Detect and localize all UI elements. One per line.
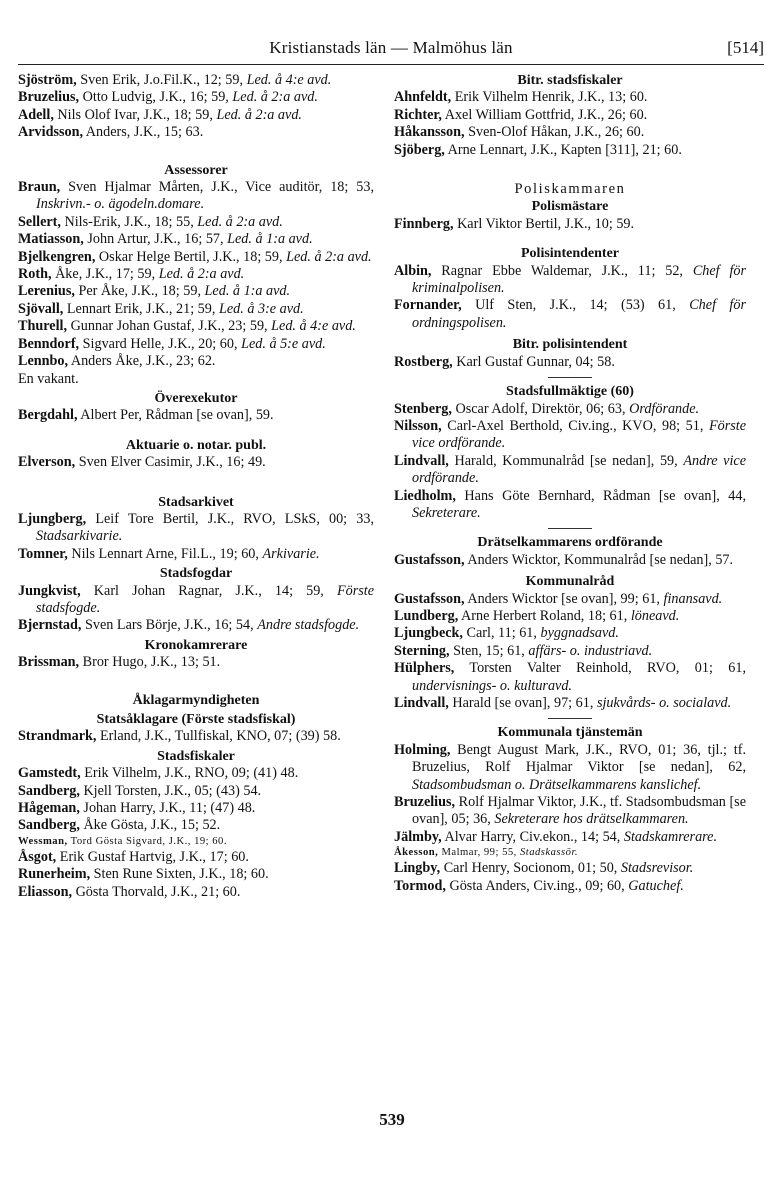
entry-name: Holming, — [394, 741, 451, 758]
section-heading: Åklagarmyndigheten — [132, 692, 260, 708]
entry-name: Sandberg, — [18, 782, 80, 799]
entry-name: Lindvall, — [394, 695, 449, 711]
directory-entry — [18, 817, 374, 834]
entry-details: Johan Harry, J.K., 11; (47) 48. — [79, 800, 256, 817]
entry-role: affärs- o. industriavd. — [528, 642, 653, 659]
directory-entry — [18, 407, 374, 424]
page-number: 539 — [379, 1110, 405, 1129]
entry-details: Carl-Axel Berthold, Civ.ing., KVO, 98; 51, — [441, 417, 709, 434]
section-divider — [548, 377, 592, 378]
directory-entry — [394, 488, 746, 523]
entry-details: Sten, 15; 61, — [449, 642, 529, 659]
directory-entry — [394, 846, 746, 860]
entry-details: Åke, J.K., 17; 59, — [51, 266, 159, 283]
entry-name: Gustafsson, — [394, 551, 465, 568]
entry-details: Anders, J.K., 15; 63. — [83, 124, 204, 141]
section-heading: Kronokamrerare — [144, 637, 248, 653]
entry-name: Albin, — [394, 262, 432, 279]
entry-role: Stadskamrerare. — [623, 828, 718, 845]
directory-entry — [18, 107, 374, 124]
entry-details: Erik Vilhelm Henrik, J.K., 13; 60. — [451, 89, 648, 106]
directory-entry — [394, 829, 746, 846]
entry-details: Sven Lars Börje, J.K., 16; 54, — [81, 617, 258, 634]
directory-entry — [18, 783, 374, 800]
entry-details: Erik Vilhelm, J.K., RNO, 09; (41) 48. — [80, 765, 299, 782]
entry-name: Finnberg, — [394, 215, 454, 232]
entry-details: Anders Wicktor [se ovan], 99; 61, — [464, 590, 664, 607]
entry-details: Carl Henry, Socionom, 01; 50, — [440, 860, 621, 877]
entry-details: Nils Olof Ivar, J.K., 18; 59, — [53, 106, 217, 123]
entry-name: Lingby, — [394, 860, 441, 877]
entry-role: Arkivarie. — [262, 545, 320, 562]
entry-details: Bror Hugo, J.K., 13; 51. — [79, 654, 221, 671]
directory-entry — [18, 89, 374, 106]
entry-details: Nils Lennart Arne, Fil.L., 19; 60, — [67, 545, 263, 562]
directory-entry — [18, 800, 374, 817]
entry-name: Sjöström, — [18, 72, 77, 88]
entry-name: Benndorf, — [18, 335, 80, 352]
entry-role: Sekreterare. — [412, 504, 481, 521]
directory-entry — [394, 660, 746, 695]
entry-name: Runerheim, — [18, 866, 91, 883]
entry-role: Led. å 5:e avd. — [241, 335, 326, 352]
entry-details: Sven Erik, J.o.Fil.K., 12; 59, — [76, 72, 247, 88]
entry-name: Sjövall, — [18, 300, 64, 317]
section-heading: Överexekutor — [154, 390, 238, 406]
entry-details: Hans Göte Bernhard, Rådman [se ovan], 44, — [455, 487, 746, 504]
entry-name: Lerenius, — [18, 283, 75, 300]
directory-entry — [394, 742, 746, 794]
directory-entry — [18, 318, 374, 335]
entry-details: Karl Johan Ragnar, J.K., 14; 59, — [80, 582, 337, 599]
entry-role: Förste stadsfogde. — [36, 582, 374, 616]
entry-name: Tomner, — [18, 545, 68, 562]
entry-name: Liedholm, — [394, 487, 456, 504]
entry-name: Bruzelius, — [394, 794, 456, 811]
entry-role: Led. å 4:e avd. — [271, 318, 356, 335]
entry-name: Bruzelius, — [18, 89, 80, 106]
directory-entry — [18, 765, 374, 782]
section-heading: Bitr. polisintendent — [512, 337, 628, 353]
entry-details: Torsten Valter Reinhold, RVO, 01; 61, — [454, 660, 746, 677]
entry-name: Thurell, — [18, 318, 68, 335]
entry-name: Sjöberg, — [394, 141, 445, 158]
section-heading: Polisintendenter — [521, 246, 619, 262]
entry-role: löneavd. — [630, 607, 680, 624]
entry-role: Förste vice ordförande. — [412, 417, 746, 452]
directory-entry — [18, 728, 374, 745]
entry-role: Led. å 4:e avd. — [246, 72, 332, 88]
directory-entry — [18, 231, 374, 248]
directory-entry — [18, 179, 374, 214]
directory-entry — [394, 124, 746, 141]
entry-details: Gunnar Johan Gustaf, J.K., 23; 59, — [67, 318, 272, 335]
section-heading: Kommunalråd — [525, 574, 615, 590]
entry-name: Lindvall, — [394, 452, 449, 469]
entry-details: Sigvard Helle, J.K., 20; 60, — [79, 335, 242, 352]
entry-name: Sterning, — [394, 642, 450, 659]
directory-entry — [394, 107, 746, 124]
entry-details: Lennart Erik, J.K., 21; 59, — [63, 300, 219, 317]
section-heading: Drätselkammarens ordförande — [477, 535, 663, 551]
entry-name: Åsgot, — [18, 848, 57, 865]
entry-details: Åke Gösta, J.K., 15; 52. — [79, 817, 221, 834]
entry-name: Gustafsson, — [394, 590, 465, 607]
directory-entry — [394, 89, 746, 106]
entry-name: Stenberg, — [394, 400, 452, 417]
entry-name: Roth, — [18, 266, 52, 283]
directory-entry — [18, 866, 374, 883]
entry-role: Stadskassör. — [519, 847, 579, 859]
entry-details: Ulf Sten, J.K., 14; (53) 61, — [461, 297, 690, 314]
directory-entry — [394, 297, 746, 332]
entry-details: Bengt August Mark, J.K., RVO, 01; 36, tjl.; tf. Bruzelius, Rolf Hjalmar Viktor [se nedan], 62, — [412, 741, 746, 776]
directory-entry — [18, 214, 374, 231]
entry-role: finansavd. — [663, 590, 723, 607]
entry-details: Nils-Erik, J.K., 18; 55, — [60, 213, 198, 230]
entry-name: Eliasson, — [18, 883, 73, 900]
entry-details: Harald [se ovan], 97; 61, — [448, 695, 597, 711]
entry-name: Gamstedt, — [18, 765, 81, 782]
directory-entry — [394, 860, 746, 877]
entry-name: Rostberg, — [394, 353, 453, 370]
directory-entry — [394, 552, 746, 569]
entry-role: byggnadsavd. — [540, 625, 619, 642]
directory-entry — [394, 354, 746, 371]
directory-entry — [18, 249, 374, 266]
entry-name: Jungkvist, — [18, 582, 81, 599]
entry-details: Sven Elver Casimir, J.K., 16; 49. — [75, 454, 266, 471]
entry-details: Erland, J.K., Tullfiskal, KNO, 07; (39) 58. — [96, 728, 341, 745]
entry-name: Bjernstad, — [18, 617, 82, 634]
entry-name: Brissman, — [18, 654, 80, 671]
entry-name: Braun, — [18, 179, 61, 196]
entry-name: Wessman, — [18, 835, 68, 847]
entry-name: Strandmark, — [18, 728, 97, 745]
entry-role: Led. å 2:a avd. — [286, 248, 372, 265]
directory-entry — [394, 625, 746, 642]
entry-details: Kjell Torsten, J.K., 05; (43) 54. — [79, 782, 262, 799]
entry-details: Leif Tore Bertil, J.K., RVO, LSkS, 00; 33, — [86, 510, 374, 527]
entry-details: Rolf Hjalmar Viktor, J.K., tf. Stadsombudsman [se ovan], 05; 36, — [412, 794, 746, 828]
directory-entry — [18, 454, 374, 471]
section-heading: Kommunala tjänstemän — [497, 725, 643, 741]
entry-details: Sven Hjalmar Mårten, J.K., Vice auditör, 18; 53, — [60, 179, 374, 196]
directory-entry — [18, 124, 374, 141]
entry-name: Matiasson, — [18, 231, 84, 248]
entry-details: Anders Wicktor, Kommunalråd [se nedan], 57. — [464, 551, 734, 568]
section-heading: Stadsfogdar — [159, 566, 233, 582]
directory-entry — [394, 794, 746, 829]
entry-details: Oscar Adolf, Direktör, 06; 63, — [451, 400, 630, 417]
entry-role: Led. å 2:a avd. — [197, 213, 283, 230]
entry-name: Håkansson, — [394, 124, 465, 141]
section-heading: Aktuarie o. notar. publ. — [125, 437, 267, 453]
entry-role: Gatuchef. — [628, 877, 684, 894]
entry-details: Gösta Thorvald, J.K., 21; 60. — [72, 883, 241, 900]
entry-role: Ordförande. — [629, 400, 700, 417]
section-divider — [548, 528, 592, 529]
entry-role: sjukvårds- o. socialavd. — [596, 695, 732, 711]
directory-entry — [394, 263, 746, 298]
entry-details: Anders Åke, J.K., 23; 62. — [68, 353, 216, 370]
section-heading: Statsåklagare (Förste stadsfiskal) — [96, 712, 296, 727]
entry-details: John Artur, J.K., 16; 57, — [83, 231, 228, 248]
section-heading: Stadsfiskaler — [157, 748, 235, 764]
entry-details: Per Åke, J.K., 18; 59, — [74, 283, 205, 300]
entry-details: Oskar Helge Bertil, J.K., 18; 59, — [95, 248, 287, 265]
section-heading: Poliskammaren — [514, 181, 626, 198]
entry-details: Erik Gustaf Hartvig, J.K., 17; 60. — [56, 848, 249, 865]
entry-role: Led. å 3:e avd. — [218, 300, 304, 317]
left-column — [18, 72, 374, 901]
running-header — [18, 34, 764, 65]
entry-details: Sten Rune Sixten, J.K., 18; 60. — [90, 866, 269, 883]
entry-name: Hülphers, — [394, 660, 455, 677]
section-divider — [548, 718, 592, 719]
section-heading: Bitr. stadsfiskaler — [517, 73, 623, 88]
directory-entry — [394, 401, 746, 418]
entry-name: Elverson, — [18, 454, 76, 471]
section-heading: Polismästare — [531, 199, 609, 215]
entry-role: Stadsombudsman o. Drätselkammarens kanslichef. — [412, 776, 702, 793]
header-section-code: [514] — [727, 38, 764, 57]
directory-entry — [18, 266, 374, 283]
directory-entry — [394, 142, 746, 159]
directory-entry — [18, 654, 374, 671]
entry-role: Inskrivn.- o. ägodeln.domare. — [36, 196, 205, 213]
section-heading: Stadsfullmäktige (60) — [506, 384, 634, 400]
directory-entry — [18, 72, 374, 89]
directory-entry — [18, 283, 374, 300]
entry-details: Alvar Harry, Civ.ekon., 14; 54, — [441, 828, 624, 845]
directory-entry — [394, 418, 746, 453]
entry-name: Richter, — [394, 106, 442, 123]
directory-entry — [18, 835, 374, 849]
right-column — [394, 72, 746, 895]
directory-entry — [394, 878, 746, 895]
directory-entry — [394, 643, 746, 660]
header-title: Kristianstads län — Malmöhus län — [269, 38, 513, 57]
entry-name: Adell, — [18, 106, 54, 123]
entry-name: Bergdahl, — [18, 407, 78, 424]
directory-entry — [394, 453, 746, 488]
entry-details: Arne Lennart, J.K., Kapten [311], 21; 60. — [444, 141, 682, 158]
entry-role: Andre stadsfogde. — [257, 617, 360, 634]
entry-role: Andre vice ordförande. — [412, 452, 746, 487]
entry-role: Led. å 2:a avd. — [232, 89, 318, 106]
directory-entry — [18, 849, 374, 866]
section-heading: Assessorer — [164, 162, 228, 178]
directory-entry — [394, 591, 746, 608]
entry-role: Led. å 2:a avd. — [216, 106, 302, 123]
section-heading: Stadsarkivet — [158, 494, 234, 510]
directory-entry — [18, 884, 374, 901]
directory-entry — [394, 608, 746, 625]
entry-name: Bjelkengren, — [18, 248, 96, 265]
directory-entry — [18, 353, 374, 370]
entry-name: Ahnfeldt, — [394, 89, 452, 106]
entry-name: Jälmby, — [394, 828, 442, 845]
entry-name: Ljungberg, — [18, 510, 87, 527]
entry-role: Chef för ordningspolisen. — [412, 297, 746, 331]
entry-name: Åkesson, — [394, 847, 439, 859]
entry-role: Led. å 2:a avd. — [158, 266, 245, 283]
directory-entry — [18, 336, 374, 353]
entry-role: Led. å 1:a avd. — [227, 231, 313, 248]
entry-name: Arvidsson, — [18, 124, 84, 141]
directory-entry — [18, 301, 374, 318]
entry-name: Ljungbeck, — [394, 625, 463, 642]
entry-details: Arne Herbert Roland, 18; 61, — [458, 607, 631, 624]
entry-details: Sven-Olof Håkan, J.K., 26; 60. — [464, 124, 645, 141]
entry-details: Carl, 11; 61, — [462, 625, 541, 642]
directory-entry — [18, 617, 374, 634]
entry-name: Tormod, — [394, 877, 446, 894]
directory-entry — [18, 583, 374, 618]
entry-details: Axel William Gottfrid, J.K., 26; 60. — [441, 106, 648, 123]
entry-details: Gösta Anders, Civ.ing., 09; 60, — [445, 877, 629, 894]
entry-name: Lennbo, — [18, 353, 69, 370]
entry-details: Tord Gösta Sigvard, J.K., 19; 60. — [67, 835, 227, 847]
entry-details: Karl Gustaf Gunnar, 04; 58. — [452, 353, 615, 370]
directory-entry — [394, 695, 746, 712]
entry-role: Stadsrevisor. — [620, 860, 694, 877]
entry-details: Albert Per, Rådman [se ovan], 59. — [77, 407, 274, 424]
entry-name: Sellert, — [18, 213, 61, 230]
entry-name: Hågeman, — [18, 800, 80, 817]
entry-details: Karl Viktor Bertil, J.K., 10; 59. — [453, 215, 635, 232]
entry-details: Otto Ludvig, J.K., 16; 59, — [79, 89, 233, 106]
entry-role: Sekreterare hos drätselkammaren. — [494, 811, 689, 828]
directory-entry — [394, 216, 746, 233]
directory-entry — [18, 511, 374, 546]
entry-details: Malmar, 99; 55, — [438, 847, 520, 859]
entry-name: Fornander, — [394, 297, 462, 314]
entry-role: Stadsarkivarie. — [36, 528, 123, 545]
entry-role: Led. å 1:a avd. — [204, 283, 291, 300]
entry-name: Sandberg, — [18, 817, 80, 834]
entry-role: undervisnings- o. kulturavd. — [412, 677, 572, 694]
plain-text: En vakant. — [18, 370, 79, 387]
directory-entry — [18, 546, 374, 563]
entry-name: Nilsson, — [394, 417, 442, 434]
entry-role: Chef för kriminalpolisen. — [412, 262, 746, 297]
entry-name: Lundberg, — [394, 607, 459, 624]
entry-details: Harald, Kommunalråd [se nedan], 59, — [448, 452, 684, 469]
entry-details: Ragnar Ebbe Waldemar, J.K., 11; 52, — [431, 262, 693, 279]
